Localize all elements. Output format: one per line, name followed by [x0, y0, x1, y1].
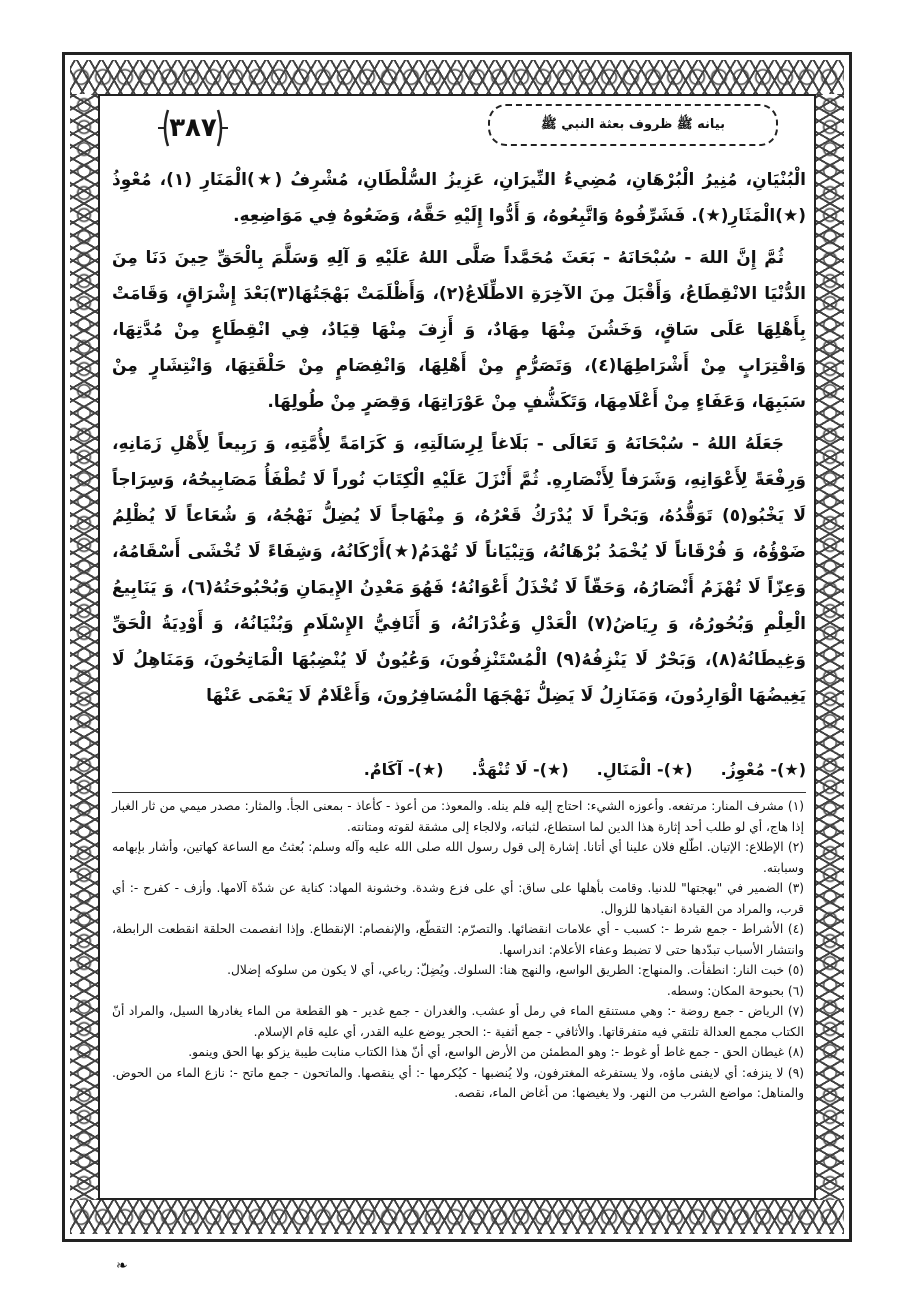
footnote-divider	[112, 792, 806, 793]
footnote: (٦) بحبوحة المكان: وسطه.	[666, 983, 804, 998]
footnote: (٤) الأشراط - جمع شرط -: كسبب - أي علامات انقضائها. والتصرّم: التقطّع، والإنفصام: الإنقطاع. وإذا انفصمت الحلقة انقطعت الرابطة، وانتشار الأسباب تبدّدها حتى لا تضبط وعفاء الأعلام: اندراسها.	[112, 922, 804, 957]
variant-reading: (★)- مُعْوِزُ.	[720, 760, 806, 779]
main-text	[112, 162, 806, 720]
paragraph: ثُمَّ إِنَّ اللهَ - سُبْحَانَهُ - بَعَثَ مُحَمَّداً صَلَّى اللهُ عَلَيْهِ وَ آلِهِ وَسَلَّمَ بِالْحَقِّ حِينَ دَنَا مِنَ الدُّنْيَا الانْقِطَاعُ، وَأَقْبَلَ مِنَ الآخِرَةِ الاطِّلَاعُ(٢)، وَأَظْلَمَتْ بَهْجَتُهَا(٣)بَعْدَ إِشْرَاقٍ، وَقَامَتْ بِأَهْلِهَا عَلَى سَاقٍ، وَخَشُنَ مِنْهَا مِهَادٌ، وَ أَزِفَ مِنْهَا قِيَادٌ، فِي انْقِطَاعٍ مِنْ مُدَّتِهَا، وَاقْتِرَابٍ مِنْ أَشْرَاطِهَا(٤)، وَتَصَرُّمٍ مِنْ أَهْلِهَا، وَانْفِصَامٍ مِنْ حَلْقَتِهَا، وَانْتِشَارٍ مِنْ سَبَبِهَا، وَعَفَاءٍ مِنْ أَعْلَامِهَا، وَتَكَشُّفٍ مِنْ عَوْرَاتِهَا، وَقِصَرٍ مِنْ طُولِهَا.	[112, 248, 806, 412]
running-header	[488, 104, 778, 146]
page-number: ٣٨٧	[156, 102, 230, 154]
paragraph: جَعَلَهُ اللهُ - سُبْحَانَهُ وَ تَعَالَى - بَلَاغاً لِرِسَالَتِهِ، وَ كَرَامَةً لِأُمَّتِهِ، وَ رَبِيعاً لِأَهْلِ زَمَانِهِ، وَرِفْعَةً لِأَعْوَانِهِ، وَشَرَفاً لِأَنْصَارِهِ. ثُمَّ أَنْزَلَ عَلَيْهِ الْكِتَابَ نُوراً لَا تُطْفَأُ مَصَابِيحُهُ، وَسِرَاجاً لَا يَخْبُو(٥) تَوَقُّدُهُ، وَبَحْراً لَا يُدْرَكُ قَعْرُهُ، وَ مِنْهَاجاً لَا يُضِلُّ نَهْجُهُ، وَ شُعَاعاً لَا يُظْلِمُ ضَوْؤُهُ، وَ فُرْقَاناً لَا يُخْمَدُ بُرْهَانُهُ، وَتِبْيَاناً لَا تُهْدَمُ(★)أَرْكَانُهُ، وَشِفَاءً لَا تُخْشَى أَسْقَامُهُ، وَعِزّاً لَا تُهْزَمُ أَنْصَارُهُ، وَحَقّاً لَا تُخْذَلُ أَعْوَانُهُ؛ فَهُوَ مَعْدِنُ الإِيمَانِ وَبُحْبُوحَتُهُ(٦)، وَ يَنَابِيعُ الْعِلْمِ وَبُحُورُهُ، وَ رِيَاضُ(٧) الْعَدْلِ وَغُدْرَانُهُ، وَ أَثَافِيُّ الإِسْلَامِ وَبُنْيَانُهُ، وَ أَوْدِيَةُ الْحَقِّ وَغِيطَانُهُ(٨)، وَبَحْرٌ لَا يَنْزِفُهُ(٩) الْمُسْتَنْزِفُونَ، وَعُيُونٌ لَا يُنْضِبُهَا الْمَاتِحُونَ، وَمَنَاهِلُ لَا يَغِيضُهَا الْوَارِدُونَ، وَمَنَازِلُ لَا يَضِلُّ نَهْجَهَا الْمُسَافِرُونَ، وَأَعْلَامٌ لَا يَعْمَى عَنْهَا	[112, 434, 807, 706]
ornament-band-left	[70, 94, 98, 1200]
variant-reading: (★)- الْمَنَالِ.	[596, 760, 693, 779]
bottom-ornament-icon: ❧	[116, 1258, 128, 1274]
footnote: (٧) الرياض - جمع روضة -: وهي مستنقع الماء في رمل أو عشب. والغدران - جمع غدير - هو القطعة من الماء يغادرها السيل، والمراد أنّ الكتاب مجمع العدالة تلتقي فيه متفرقاتها. والأثافي - جمع أثفية -: الحجر يوضع عليه القدر، أي عليه قام الإسلام.	[112, 1004, 804, 1039]
footnote: (٣) الضمير في "بهجتها" للدنيا. وقامت بأهلها على ساق: أي على فزع وشدة. وخشونة المهاد: كناية عن شدّة آلامها. وأزف - كفرح -: أي قرب، والمراد من القيادة انقيادها للزوال.	[112, 881, 804, 916]
running-header-title: بيانه ﷺ ظروف بعثة النبي ﷺ	[541, 116, 725, 132]
ornament-band-top	[70, 60, 844, 94]
variant-reading: (★)- آكَامٌ.	[363, 760, 444, 779]
footnote: (٥) خبت النار: انطفأت. والمنهاج: الطريق الواسع، والنهج هنا: السلوك. ويُضِلّ: رباعي، أي لا يكون من سلوكه إضلال.	[227, 963, 804, 977]
paragraph: الْبُنْيَانِ، مُنِيرُ الْبُرْهَانِ، مُضِيءُ النِّيرَانِ، عَزِيزُ السُّلْطَانِ، مُشْرِفُ (★)الْمَنَارِ (١)، مُعْوِذُ (★)الْمَثَارِ(★). فَشَرِّفُوهُ وَاتَّبِعُوهُ، وَ أَدُّوا إِلَيْهِ حَقَّهُ، وَضَعُوهُ فِي مَوَاضِعِهِ.	[112, 170, 806, 226]
ornament-band-right	[816, 94, 844, 1200]
footnotes	[112, 796, 806, 1104]
variant-reading: (★)- لَا تُنْهَدُّ.	[471, 760, 569, 779]
footnote: (٨) غيطان الحق - جمع غاط أو غوط -: وهو المطمئن من الأرض الواسع، أي أنّ هذا الكتاب منابت طيبة يزكو بها الحق وينمو.	[188, 1045, 804, 1059]
footnote: (٩) لا ينزفه: أي لايفنى ماؤه، ولا يستفرغه المغترفون، ولا يُنضبها - كيُكرمها -: أي ينقصها. والماتحون - جمع ماتح -: نازع الماء من الحوض. والمناهل: مواضع الشرب من النهر. ولا يغيضها: من أغاض الماء، نقصه.	[112, 1065, 804, 1100]
footnote: (١) مشرف المنار: مرتفعه. وأعوزه الشيء: احتاج إليه فلم ينله. والمعوذ: من أعوذ - كأعاذ - بمعنى الجأ. والمثار: مصدر ميمي من ثار الغبار إذا هاج، أي لو طلب أحد إثارة هذا الدين لما استطاع، لثباته، ولالجاء إلى مشقة لقوته ومتانته.	[112, 799, 804, 834]
variant-readings	[112, 760, 806, 779]
ornament-band-bottom	[70, 1200, 844, 1234]
footnote: (٢) الإطلاع: الإتيان. اطّلع فلان علينا أي أتانا. إشارة إلى قول رسول الله صلى الله عليه وآله وسلم: بُعثتُ مع الساعة كهاتين، وأشار بإبهامه وسبابته.	[112, 840, 804, 875]
